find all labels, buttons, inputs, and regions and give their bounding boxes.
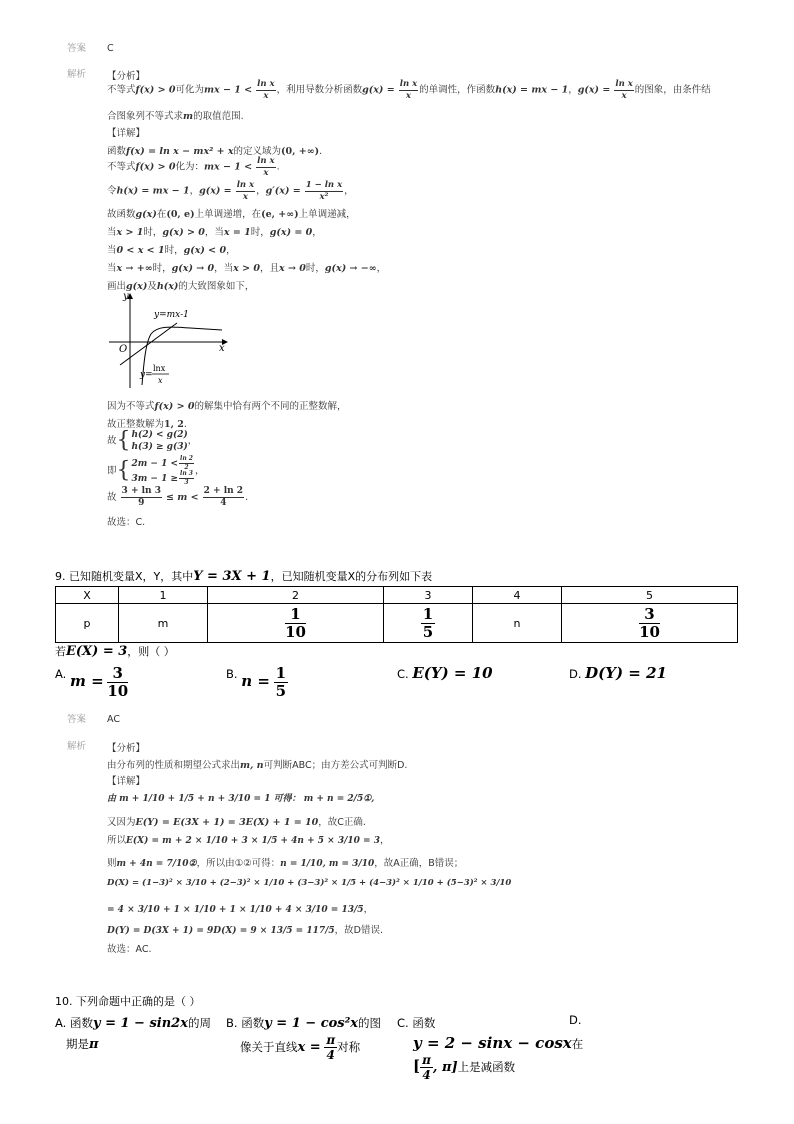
answer-label: 答案 — [67, 714, 87, 725]
q10-option-b[interactable]: B. 函数y = 1 − cos²x的图 像关于直线x = $\frac{\pi}{4}$ 对称 — [226, 1016, 382, 1062]
table-cell: 4 — [473, 587, 562, 604]
q9-option-c[interactable]: C. E(Y) = 10 — [397, 664, 493, 682]
function-graph — [105, 290, 230, 390]
q10-option-d[interactable]: D. — [569, 1013, 582, 1027]
g-curve — [142, 327, 222, 385]
table-cell: $\frac{1}{10}$ — [208, 604, 384, 643]
q8-detail-line-13: 故{ h(2) < g(2) h(3) ≥ g(3) ， — [107, 428, 198, 453]
table-cell: 2 — [208, 587, 384, 604]
detail-heading: 【详解】 — [107, 776, 146, 787]
g-curve-label-num: lnx — [153, 364, 166, 373]
analysis-label: 解析 — [67, 741, 87, 752]
q8-detail-line-10: 画出g(x)及h(x)的大致图象如下， — [107, 281, 255, 292]
q10-option-a[interactable]: A. 函数y = 1 − sin2x的周 期是π — [55, 1016, 211, 1052]
table-cell: n — [473, 604, 562, 643]
q9-detail-line-5: 则m + 4n = 7/10②，所以由①②可得：n = 1/10, m = 3/10，故A正确，B错误； — [107, 858, 464, 869]
distribution-table — [55, 586, 738, 643]
table-cell: p — [56, 604, 119, 643]
q9-detail-line-6: D(X) = (1−3)² × 3/10 + (2−3)² × 1/10 + (3−3)² × 1/5 + (4−3)² × 1/10 + (5−3)² × 3/10 — [107, 878, 512, 888]
q8-detail-line-3: 函数f(x) = ln x − mx² + x的定义域为(0, +∞). — [107, 146, 323, 157]
table-cell: $\frac{3}{10}$ — [562, 604, 738, 643]
g-curve-label-den: x — [158, 376, 163, 385]
q9-detail-line-7: = 4 × 3/10 + 1 × 1/10 + 1 × 1/10 + 4 × 3/10 = 13/5， — [107, 904, 374, 915]
q9-condition: 若E(X) = 3，则（ ） — [55, 644, 175, 659]
q8-detail-line-14: 即{ 2m − 1 < $\frac{\ln 2}{2}$ 3m − 1 ≥ $\frac{\ln 3}{3}$ ， — [107, 455, 205, 486]
h-line — [120, 323, 177, 365]
answer-value: AC — [107, 714, 120, 725]
analysis-heading: 【分析】 — [107, 743, 146, 754]
g-curve-label-prefix: y= — [140, 370, 153, 380]
q8-detail-line-6: 故函数g(x)在(0, e)上单调递增，在(e, +∞)上单调递减， — [107, 209, 356, 220]
q8-conclusion: 故选：C. — [107, 517, 146, 528]
q9-option-d[interactable]: D. D(Y) = 21 — [569, 664, 667, 682]
y-axis-label: y — [123, 291, 129, 302]
q8-detail-line-12: 故正整数解为1, 2. — [107, 419, 187, 430]
answer-value: C — [107, 43, 114, 54]
origin-label: O — [119, 344, 128, 355]
q9-conclusion: 故选：AC. — [107, 944, 152, 955]
table-cell: m — [119, 604, 208, 643]
q8-detail-line-15: 故 $\frac{3 + \ln 3}{9}$ ≤ m < $\frac{2 + \ln 2}{4}$ . — [107, 486, 249, 508]
x-axis-label: x — [219, 343, 225, 354]
table-cell: 5 — [562, 587, 738, 604]
table-cell: 1 — [119, 587, 208, 604]
q8-analysis-line-1: 不等式f(x) > 0可化为mx − 1 < $\frac{\text{ln x}}{x}$ ，利用导数分析函数g(x) = $\frac{\text{ln x}}{x}$ 的单调性，作函数h(x) = mx − 1，g(x) = $\frac{\text{ln x}}{x}$ 的图象，由条件结 — [107, 79, 711, 101]
analysis-label: 解析 — [67, 69, 87, 80]
table-cell: X — [56, 587, 119, 604]
q9-option-a[interactable]: A. m = $\frac{3}{10}$ — [55, 664, 129, 700]
q8-detail-line-11: 因为不等式f(x) > 0的解集中恰有两个不同的正整数解， — [107, 401, 347, 412]
table-cell: 3 — [384, 587, 473, 604]
q9-stem: 9. 已知随机变量X，Y，其中Y = 3X + 1，已知随机变量X的分布列如下表 — [55, 569, 433, 584]
q9-option-b[interactable]: B. n = $\frac{1}{5}$ — [226, 664, 286, 700]
q10-stem: 10. 下列命题中正确的是（ ） — [55, 995, 201, 1008]
table-cell: $\frac{1}{5}$ — [384, 604, 473, 643]
q8-detail-line-8: 当0 < x < 1时，g(x) < 0， — [107, 245, 236, 256]
q8-detail-line-9: 当x → +∞时，g(x) → 0，当x > 0，且x → 0时，g(x) → −∞， — [107, 263, 387, 274]
q8-detail-line-4: 不等式f(x) > 0化为：mx − 1 < $\frac{\text{ln x}}{x}$ . — [107, 156, 280, 178]
q9-detail-line-8: D(Y) = D(3X + 1) = 9D(X) = 9 × 13/5 = 117/5，故D错误. — [107, 925, 384, 936]
analysis-heading: 【分析】 — [107, 71, 146, 82]
q10-option-c[interactable]: C. 函数 y = 2 − sinx − cosx在 [ $\frac{\pi}{4}$ , π]上是减函数 — [397, 1016, 584, 1082]
answer-label: 答案 — [67, 43, 87, 54]
q8-detail-line-5: 令h(x) = mx − 1，g(x) = $\frac{\text{ln x}}{x}$ ，g′(x) = $\frac{\text{1 − ln x}}{\text{x²}}$ ， — [107, 180, 354, 202]
q9-detail-line-3: 又因为E(Y) = E(3X + 1) = 3E(X) + 1 = 10，故C正确. — [107, 817, 366, 828]
q9-detail-line-4: 所以E(X) = m + 2 × 1/10 + 3 × 1/5 + 4n + 5 × 3/10 = 3， — [107, 835, 390, 846]
q8-detail-line-7: 当x > 1时，g(x) > 0，当x = 1时，g(x) = 0， — [107, 227, 322, 238]
h-line-label: y=mx-1 — [154, 310, 189, 320]
q9-detail-line-2: 由 m + 1/10 + 1/5 + n + 3/10 = 1 可得： m + n = 2/5①, — [107, 794, 375, 804]
q8-analysis-line-2: 合图象列不等式求m的取值范围. — [107, 111, 244, 122]
detail-heading: 【详解】 — [107, 128, 146, 139]
q9-analysis-line-1: 由分布列的性质和期望公式求出m, n可判断ABC；由方差公式可判断D. — [107, 760, 408, 771]
